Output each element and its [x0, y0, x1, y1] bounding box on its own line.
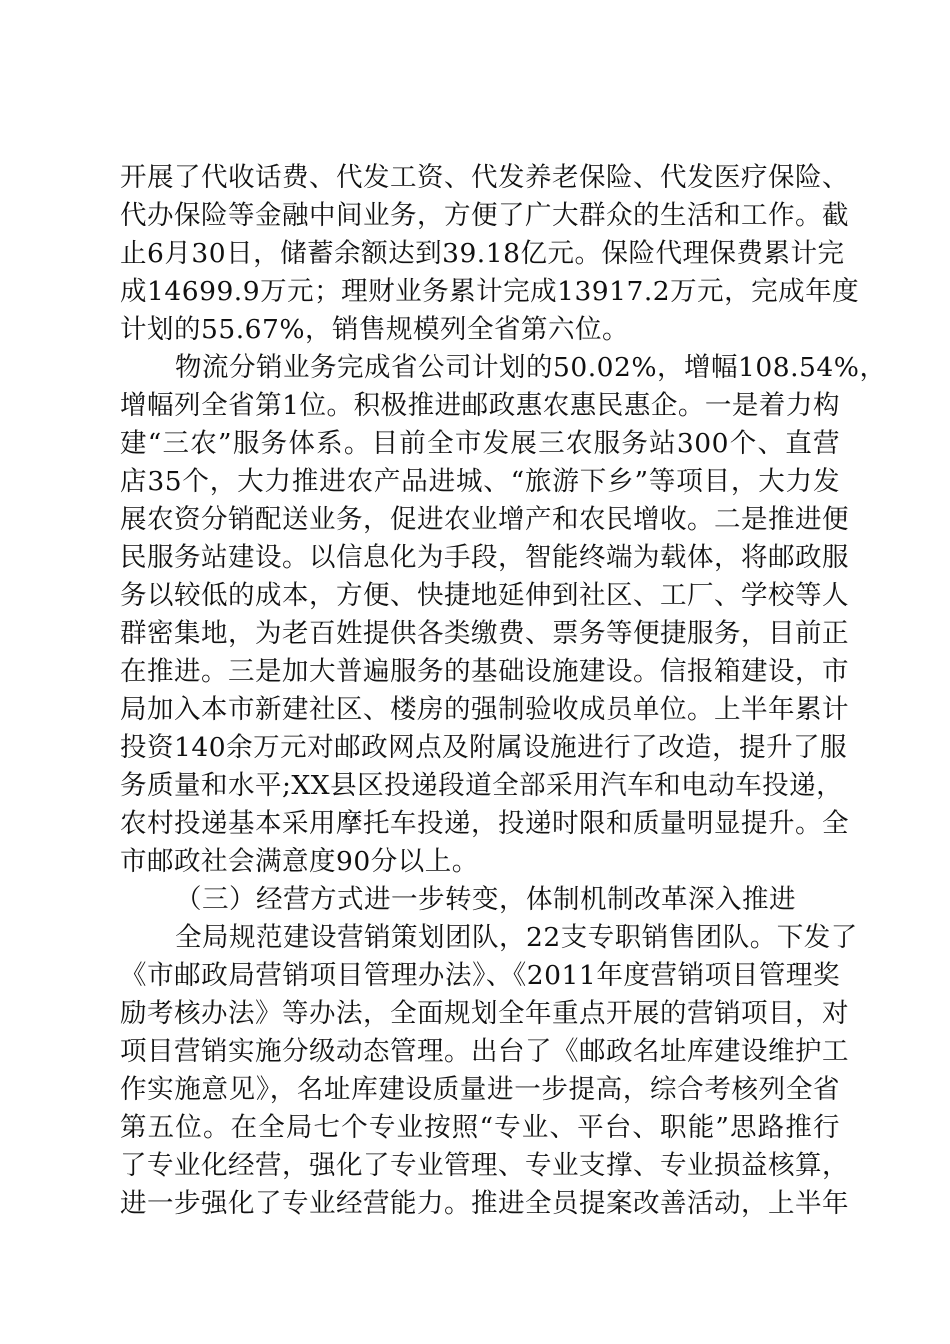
body-text-line: 农村投递基本采用摩托车投递，投递时限和质量明显提升。全	[120, 808, 849, 839]
body-text-line: 作实施意见》，名址库建设质量进一步提高，综合考核列全省	[120, 1074, 840, 1105]
body-text-line: 物流分销业务完成省公司计划的50.02%，增幅108.54%，	[175, 352, 887, 383]
body-text-line: 代办保险等金融中间业务，方便了广大群众的生活和工作。截	[120, 200, 849, 231]
body-text-line: 务质量和水平;XX县区投递段道全部采用汽车和电动车投递，	[120, 770, 844, 801]
body-text-line: 开展了代收话费、代发工资、代发养老保险、代发医疗保险、	[120, 162, 849, 193]
body-text-line: 项目营销实施分级动态管理。出台了《邮政名址库建设维护工	[120, 1036, 849, 1067]
body-text-line: 市邮政社会满意度90分以上。	[120, 846, 479, 877]
body-text-line: 投资140余万元对邮政网点及附属设施进行了改造，提升了服	[120, 732, 848, 763]
body-text-line: 《市邮政局营销项目管理办法》、《2011年度营销项目管理奖	[120, 960, 840, 991]
body-text-line: 增幅列全省第1位。积极推进邮政惠农惠民惠企。一是着力构	[120, 390, 840, 421]
body-text-line: 进一步强化了专业经营能力。推进全员提案改善活动，上半年	[120, 1188, 849, 1219]
body-text-line: 展农资分销配送业务，促进农业增产和农民增收。二是推进便	[120, 504, 849, 535]
body-text-line: 在推进。三是加大普遍服务的基础设施建设。信报箱建设，市	[120, 656, 849, 687]
body-text-line: 止6月30日，储蓄余额达到39.18亿元。保险代理保费累计完	[120, 238, 845, 269]
body-text-line: 全局规范建设营销策划团队，22支专职销售团队。下发了	[175, 922, 858, 953]
section-heading: （三）经营方式进一步转变，体制机制改革深入推进	[175, 884, 796, 915]
body-text-line: 店35个，大力推进农产品进城、“旅游下乡”等项目，大力发	[120, 466, 840, 497]
body-text-line: 务以较低的成本，方便、快捷地延伸到社区、工厂、学校等人	[120, 580, 849, 611]
body-text-line: 民服务站建设。以信息化为手段，智能终端为载体，将邮政服	[120, 542, 849, 573]
body-text-line: 第五位。在全局七个专业按照“专业、平台、职能”思路推行	[120, 1112, 840, 1143]
body-text-line: 成14699.9万元；理财业务累计完成13917.2万元，完成年度	[120, 276, 860, 307]
body-text-line: 了专业化经营，强化了专业管理、专业支撑、专业损益核算，	[120, 1150, 849, 1181]
body-text-line: 计划的55.67%，销售规模列全省第六位。	[120, 314, 630, 345]
body-text-line: 建“三农”服务体系。目前全市发展三农服务站300个、直营	[120, 428, 840, 459]
body-text-line: 励考核办法》等办法，全面规划全年重点开展的营销项目，对	[120, 998, 849, 1029]
body-text-line: 群密集地，为老百姓提供各类缴费、票务等便捷服务，目前正	[120, 618, 849, 649]
body-text-line: 局加入本市新建社区、楼房的强制验收成员单位。上半年累计	[120, 694, 849, 725]
